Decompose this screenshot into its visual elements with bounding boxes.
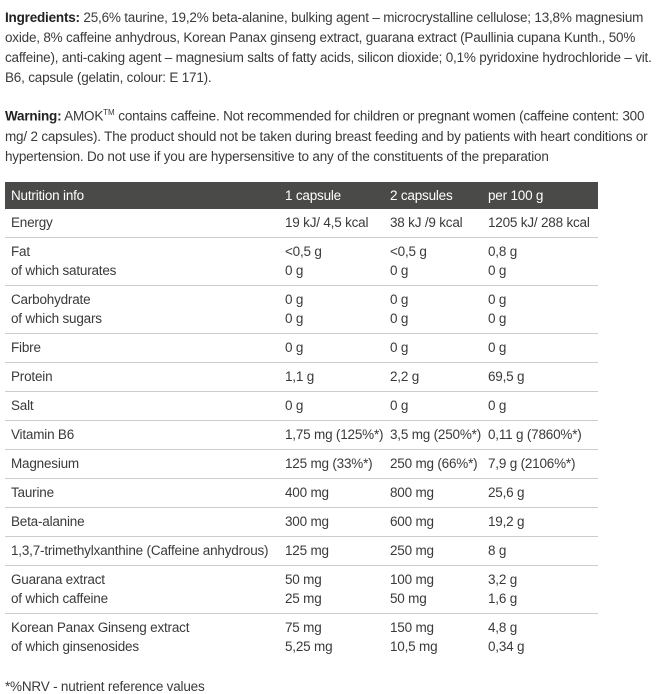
trademark-symbol: TM <box>103 108 115 117</box>
row-magnesium <box>5 450 598 479</box>
row-label: Energy <box>11 214 53 230</box>
sub-value: 10,5 mg <box>390 638 438 654</box>
row-fat <box>5 238 598 286</box>
nutrition-table <box>5 182 598 661</box>
col-header-1-capsule: 1 capsule <box>285 187 341 203</box>
row-main-label: Fat <box>11 243 30 259</box>
brand-name: AMOK <box>64 108 104 124</box>
row-beta-alanine <box>5 508 598 537</box>
value-per-100g: 8 g <box>488 542 507 558</box>
row-label <box>5 242 285 280</box>
main-value: 4,8 g <box>488 619 518 635</box>
main-value: 150 mg <box>390 619 434 635</box>
main-value: 100 mg <box>390 571 434 587</box>
value-1-capsule: 125 mg (33%*) <box>285 455 373 471</box>
row-trimethylxanthine <box>5 537 598 566</box>
value-1-capsule <box>285 570 390 608</box>
value-1-capsule: 0 g <box>285 339 304 355</box>
warning-label: Warning: <box>5 108 62 124</box>
row-sub-label: of which sugars <box>11 310 102 326</box>
sub-value: 0 g <box>488 262 507 278</box>
warning-text: contains caffeine. Not recommended for children or pregnant women (caffeine content: 300 mg/ 2 capsules). The product should not be taken during breast feeding and by patients with heart conditions or hypertension. Do not use if you are hypersensitive to any of the constituents of the preparation <box>5 108 648 164</box>
row-carbohydrate <box>5 286 598 334</box>
value-1-capsule: 1,1 g <box>285 368 315 384</box>
main-value: 0,8 g <box>488 243 518 259</box>
value-2-capsules <box>390 242 488 280</box>
row-label: Taurine <box>11 484 54 500</box>
main-value: <0,5 g <box>390 243 427 259</box>
row-label <box>5 570 285 608</box>
row-main-label: Guarana extract <box>11 571 105 587</box>
value-1-capsule: 400 mg <box>285 484 329 500</box>
value-2-capsules: 3,5 mg (250%*) <box>390 426 481 442</box>
value-per-100g <box>488 242 598 280</box>
sub-value: 0 g <box>390 310 409 326</box>
main-value: <0,5 g <box>285 243 322 259</box>
value-1-capsule <box>285 290 390 328</box>
value-per-100g: 19,2 g <box>488 513 525 529</box>
value-2-capsules: 38 kJ /9 kcal <box>390 214 463 230</box>
value-2-capsules <box>390 290 488 328</box>
ingredients-paragraph <box>5 8 660 88</box>
row-label: Magnesium <box>11 455 79 471</box>
row-label <box>5 618 285 656</box>
sub-value: 0 g <box>285 262 304 278</box>
row-guarana-extract <box>5 566 598 614</box>
main-value: 0 g <box>488 291 507 307</box>
row-main-label: Carbohydrate <box>11 291 91 307</box>
row-main-label: Korean Panax Ginseng extract <box>11 619 190 635</box>
ingredients-text: 25,6% taurine, 19,2% beta-alanine, bulking agent – microcrystalline cellulose; 13,8% magnesium oxide, 8% caffeine anhydrous, Korean Panax ginseng extract, guarana extract (Paullinia cupana Kunth., 50% caffeine), anti-caking agent – magnesium salts of fatty acids, silicon dioxide; 0,1% pyridoxine hydrochloride – vit. B6, capsule (gelatin, colour: E 171). <box>5 10 652 85</box>
row-vitamin-b6 <box>5 421 598 450</box>
value-1-capsule <box>285 242 390 280</box>
value-per-100g: 0 g <box>488 397 507 413</box>
sub-value: 1,6 g <box>488 590 518 606</box>
value-1-capsule: 0 g <box>285 397 304 413</box>
sub-value: 0 g <box>390 262 409 278</box>
sub-value: 0 g <box>488 310 507 326</box>
value-2-capsules: 0 g <box>390 339 409 355</box>
row-label: Fibre <box>11 339 41 355</box>
value-2-capsules <box>390 570 488 608</box>
main-value: 0 g <box>390 291 409 307</box>
row-fibre <box>5 334 598 363</box>
main-value: 75 mg <box>285 619 322 635</box>
sub-value: 0 g <box>285 310 304 326</box>
value-2-capsules: 600 mg <box>390 513 434 529</box>
value-1-capsule: 300 mg <box>285 513 329 529</box>
sub-value: 5,25 mg <box>285 638 333 654</box>
value-1-capsule <box>285 618 390 656</box>
table-header-row <box>5 182 598 209</box>
value-per-100g: 0,11 g (7860%*) <box>488 426 582 442</box>
col-header-2-capsules: 2 capsules <box>390 187 453 203</box>
row-sub-label: of which caffeine <box>11 590 108 606</box>
row-taurine <box>5 479 598 508</box>
main-value: 0 g <box>285 291 304 307</box>
value-2-capsules: 250 mg <box>390 542 434 558</box>
col-header-nutrition-info: Nutrition info <box>11 187 84 203</box>
warning-paragraph <box>5 103 660 167</box>
value-1-capsule: 1,75 mg (125%*) <box>285 426 384 442</box>
value-2-capsules: 800 mg <box>390 484 434 500</box>
row-protein <box>5 363 598 392</box>
value-2-capsules: 250 mg (66%*) <box>390 455 478 471</box>
value-2-capsules: 2,2 g <box>390 368 420 384</box>
row-korean-panax-ginseng <box>5 614 598 661</box>
value-per-100g: 25,6 g <box>488 484 525 500</box>
main-value: 50 mg <box>285 571 322 587</box>
row-label <box>5 290 285 328</box>
row-label: 1,3,7-trimethylxanthine (Caffeine anhydrous) <box>11 542 269 558</box>
value-1-capsule: 125 mg <box>285 542 329 558</box>
value-per-100g: 69,5 g <box>488 368 525 384</box>
sub-value: 0,34 g <box>488 638 525 654</box>
row-sub-label: of which ginsenosides <box>11 638 139 654</box>
row-label: Protein <box>11 368 53 384</box>
value-per-100g <box>488 618 598 656</box>
row-label: Beta-alanine <box>11 513 85 529</box>
row-label: Vitamin B6 <box>11 426 75 442</box>
col-header-per-100g: per 100 g <box>488 187 544 203</box>
value-per-100g: 0 g <box>488 339 507 355</box>
value-per-100g <box>488 290 598 328</box>
row-sub-label: of which saturates <box>11 262 117 278</box>
value-2-capsules: 0 g <box>390 397 409 413</box>
value-per-100g: 7,9 g (2106%*) <box>488 455 576 471</box>
sub-value: 25 mg <box>285 590 322 606</box>
row-salt <box>5 392 598 421</box>
nrv-footnote: *%NRV - nutrient reference values <box>5 678 205 694</box>
sub-value: 50 mg <box>390 590 427 606</box>
row-label: Salt <box>11 397 34 413</box>
value-2-capsules <box>390 618 488 656</box>
value-1-capsule: 19 kJ/ 4,5 kcal <box>285 214 369 230</box>
value-per-100g <box>488 570 598 608</box>
value-per-100g: 1205 kJ/ 288 kcal <box>488 214 590 230</box>
row-energy <box>5 209 598 238</box>
ingredients-label: Ingredients: <box>5 10 80 25</box>
main-value: 3,2 g <box>488 571 518 587</box>
